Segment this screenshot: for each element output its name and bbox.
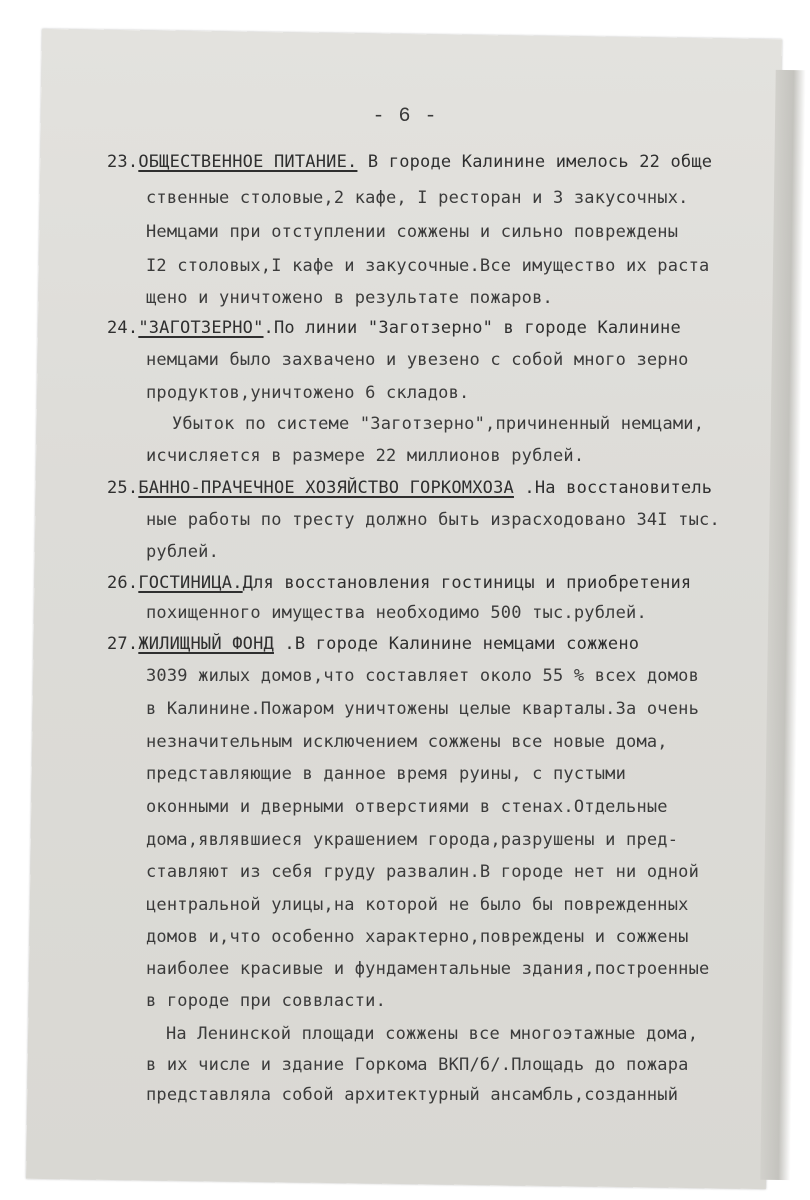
text-fragment: .На восстановитель	[513, 478, 713, 498]
section-number: 27.	[107, 634, 139, 654]
text-line: Немцами при отступлении сожжены и сильно повреждены	[146, 222, 679, 242]
section-27-heading-line	[107, 634, 639, 654]
text-line: в городе при соввласти.	[146, 991, 387, 1011]
text-fragment: .В городе Калинине немцами сожжено	[273, 634, 640, 654]
text-line: наиболее красивые и фундаментальные здания,построенные	[146, 959, 710, 979]
text-line: На Ленинской площади сожжены все многоэтажные дома,	[166, 1024, 699, 1044]
text-line: оконными и дверными отверстиями в стенах.Отдельные	[146, 797, 668, 817]
text-line: ственные столовые,2 кафе, I ресторан и 3 закусочных.	[146, 188, 689, 208]
text-line: дома,являвшиеся украшением города,разрушены и пред-	[146, 830, 679, 850]
section-title: ОБЩЕСТВЕННОЕ ПИТАНИЕ.	[138, 152, 358, 172]
text-line: в их числе и здание Горкома ВКП/б/.Площадь до пожара	[146, 1055, 689, 1075]
text-fragment: Для восстановления гостиницы и приобретения	[242, 573, 692, 593]
text-line: похищенного имущества необходимо 500 тыс.рублей.	[146, 603, 647, 623]
section-title: "ЗАГОТЗЕРНО"	[138, 318, 264, 338]
text-fragment: В городе Калинине имелось 22 обще	[357, 152, 713, 172]
text-line: незначительным исключением сожжены все новые дома,	[146, 732, 668, 752]
section-26-heading-line	[107, 573, 691, 593]
text-line: ные работы по тресту должно быть израсходовано 34I тыс.	[146, 510, 720, 530]
text-line: домов и,что особенно характерно,повреждены и сожжены	[146, 927, 689, 947]
text-line: I2 столовых,I кафе и закусочные.Все имущество их раста	[146, 256, 710, 276]
text-line: ставляют из себя груду развалин.В городе нет ни одной	[146, 862, 700, 882]
text-line: представляла собой архитектурный ансамбль,созданный	[146, 1085, 679, 1105]
text-line: Убыток по системе "Заготзерно",причиненный немцами,	[172, 414, 705, 434]
text-fragment: .По линии "Заготзерно" в городе Калинине	[263, 318, 681, 338]
text-line: в Калинине.Пожаром уничтожены целые кварталы.За очень	[146, 699, 700, 719]
section-number: 25.	[107, 478, 139, 498]
text-line: представляющие в данное время руины, с пустыми	[146, 764, 627, 784]
text-line: щено и уничтожено в результате пожаров.	[146, 288, 553, 308]
text-line: 3039 жилых домов,что составляет около 55 % всех домов	[146, 666, 700, 686]
section-title: БАННО-ПРАЧЕЧНОЕ ХОЗЯЙСТВО ГОРКОМХОЗА	[138, 478, 514, 498]
section-24-heading-line	[107, 318, 681, 338]
text-line: исчисляется в размере 22 миллионов рублей.	[146, 446, 585, 466]
text-line: продуктов,уничтожено 6 складов.	[146, 383, 470, 403]
page-number: - 6 -	[372, 105, 438, 128]
text-line: центральной улицы,на которой не было бы поврежденных	[146, 895, 689, 915]
text-line: немцами было захвачено и увезено с собой много зерно	[146, 350, 689, 370]
text-line: рублей.	[146, 542, 220, 562]
section-number: 23.	[107, 152, 139, 172]
section-title: ЖИЛИЩНЫЙ ФОНД	[138, 634, 274, 654]
section-23-heading-line	[107, 152, 712, 172]
section-number: 24.	[107, 318, 139, 338]
section-title: ГОСТИНИЦА.	[138, 573, 243, 593]
section-25-heading-line	[107, 478, 712, 498]
section-number: 26.	[107, 573, 139, 593]
